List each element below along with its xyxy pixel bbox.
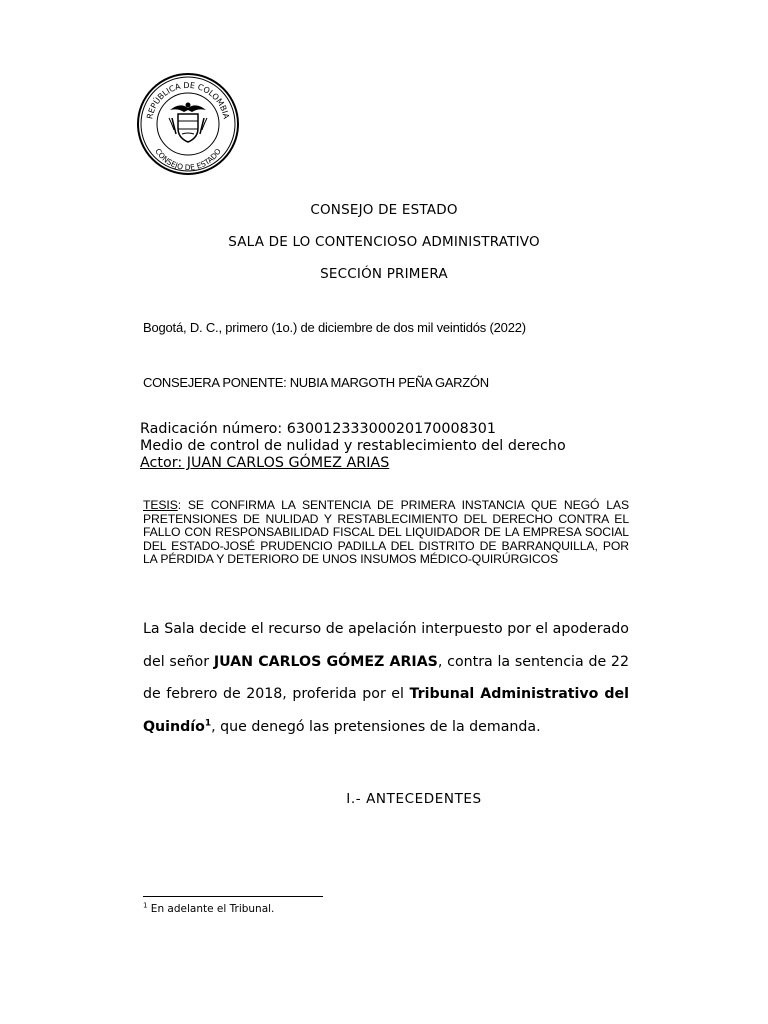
- tribunal-name: Tribunal Administrativo del Quindío: [143, 686, 629, 735]
- actor-name-bold: JUAN CARLOS GÓMEZ ARIAS: [213, 653, 438, 670]
- chamber-name: SALA DE LO CONTENCIOSO ADMINISTRATIVO: [228, 234, 540, 250]
- court-name: CONSEJO DE ESTADO: [310, 202, 458, 218]
- radicacion-number: Radicación número: 63001233300020170008301: [140, 421, 496, 437]
- seal-bottom-text: CONSEJO DE ESTADO: [153, 146, 223, 173]
- actor-line: Actor: JUAN CARLOS GÓMEZ ARIAS: [140, 455, 390, 471]
- tesis-text: : SE CONFIRMA LA SENTENCIA DE PRIMERA INSTANCIA QUE NEGÓ LAS PRETENSIONES DE NULIDAD Y RESTABLECIMIENTO DEL DERECHO CONTRA EL FALLO CON RESPONSABILIDAD FISCAL DEL LIQUIDADOR DE LA EMPRESA SOCIAL DEL ESTADO-JOSÉ PRUDENCIO PADILLA DEL DISTRITO DE BARRANQUILLA, POR LA PÉRDIDA Y DETERIORO DE UNOS INSUMOS MÉDICO-QUIRÚRGICOS: [143, 498, 629, 567]
- section-name: SECCIÓN PRIMERA: [320, 266, 448, 282]
- footnote-number: 1: [143, 901, 148, 910]
- body-text-2: , contra la sentencia de 22 de febrero de 2018, proferida por el: [143, 653, 629, 702]
- tesis-paragraph: [143, 499, 629, 567]
- ponente-line: CONSEJERA PONENTE: NUBIA MARGOTH PEÑA GARZÓN: [143, 375, 489, 390]
- section-title: I.- ANTECEDENTES: [346, 791, 482, 807]
- control-medium: Medio de control de nulidad y restablecimiento del derecho: [140, 438, 566, 454]
- footnote-reference[interactable]: 1: [204, 717, 212, 728]
- footnote: [143, 903, 274, 915]
- body-paragraph: [143, 613, 629, 743]
- consejo-de-estado-seal: [136, 72, 240, 176]
- seal-top-text: REPÚBLICA DE COLOMBIA: [145, 80, 231, 120]
- case-info-block: [140, 421, 566, 472]
- tesis-label: TESIS: [143, 498, 178, 512]
- footnote-separator: [143, 896, 323, 897]
- body-text-1: La Sala decide el recurso de apelación interpuesto por el apoderado del señor: [143, 621, 629, 670]
- body-text-3: , que denegó las pretensiones de la demanda.: [211, 718, 541, 735]
- footnote-text: En adelante el Tribunal.: [147, 903, 275, 915]
- date-line: Bogotá, D. C., primero (1o.) de diciembre de dos mil veintidós (2022): [143, 320, 526, 335]
